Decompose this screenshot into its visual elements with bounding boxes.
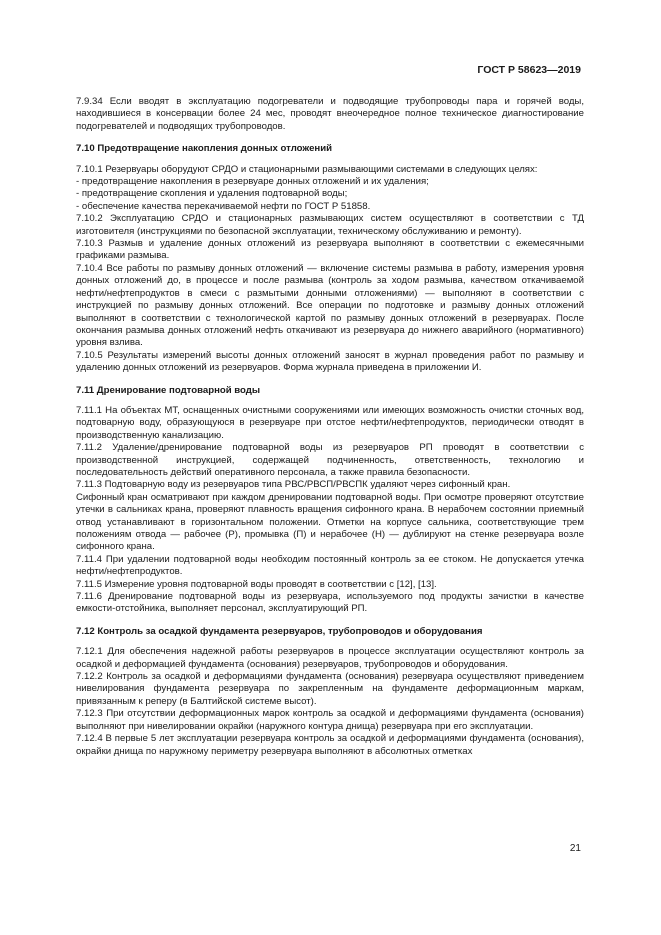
paragraph: 7.11.5 Измерение уровня подтоварной воды проводят в соответствии с [12], [13]. — [76, 578, 437, 590]
paragraph: 7.12.3 При отсутствии деформационных марок контроль за осадкой и деформациями фундамента (основания) выполняют при нивелировании окрайки (наружного контура днища) резервуара при его эксплуатации. — [76, 708, 584, 732]
paragraph: 7.10.4 Все работы по размыву донных отложений — включение системы размыва в работу, измерения уровня донных отложений до, в процессе и после размыва (контроль за ходом размыва, качеством откачиваемой нефти/нефтепродуктов в смеси с размытыми донными отложениями) — выполняют в соответствии с инструкцией по размыву донных отложений. Все операции по подготовке и размыву донных отложений выполняют в соответствии с технологической картой по размыву донных отложений в резервуарах. После окончания размыва донных отложений нефть откачивают из резервуара до нижнего аварийного (нормативного) уровня взлива. — [76, 262, 584, 349]
paragraph: Сифонный кран осматривают при каждом дренировании подтоварной воды. При осмотре проверяют отсутствие утечки в сальниках крана, проверяют плавность вращения сифонного крана. В нерабочем состоянии приемный отвод устанавливают в горизонтальном положении. Отметки на корпусе сальника, соответствующие трем положениям отвода — рабочее (Р), промывка (П) и нерабочее (Н) — дублируют на стенке резервуара возле сифонного крана. — [76, 491, 584, 553]
paragraph: 7.10.3 Размыв и удаление донных отложений из резервуара выполняют в соответствии с ежемесячными графиками размыва. — [76, 238, 584, 262]
document-body — [76, 96, 584, 758]
page-number: 21 — [569, 843, 581, 854]
paragraph: 7.9.34 Если вводят в эксплуатацию подогреватели и подводящие трубопроводы пара и горячей воды, находившиеся в консервации более 24 мес, проводят внеочередное полное техническое диагностирование подогревателей и подводящих трубопроводов. — [76, 96, 584, 132]
paragraph: 7.12.1 Для обеспечения надежной работы резервуаров в процессе эксплуатации осуществляют контроль за осадкой и деформацией фундамента (основания) резервуаров, трубопроводов и оборудования. — [76, 646, 584, 670]
paragraph: 7.12.4 В первые 5 лет эксплуатации резервуара контроль за осадкой и деформациями фундамента (основания), окрайки днища по наружному периметру резервуара выполняют в абсолютных отметках — [76, 733, 584, 757]
paragraph: 7.10.5 Результаты измерений высоты донных отложений заносят в журнал проведения работ по размыву и удалению донных отложений из резервуаров. Форма журнала приведена в приложении И. — [76, 349, 584, 374]
standard-code: ГОСТ Р 58623—2019 — [477, 64, 581, 76]
paragraph: 7.11.2 Удаление/дренирование подтоварной воды из резервуаров РП проводят в соответствии с производственной инструкцией, содержащей подчиненность, ответственность, технологию и последовательность действий оперативного персонала, а также правила безопасности. — [76, 442, 584, 478]
section-heading: 7.10 Предотвращение накопления донных отложений — [76, 143, 333, 155]
paragraph: 7.11.3 Подтоварную воду из резервуаров типа РВС/РВСП/РВСПК удаляют через сифонный кран. — [76, 479, 511, 491]
paragraph: 7.11.6 Дренирование подтоварной воды из резервуара, используемого под продукты зачистки в качестве емкости-отстойника, выполняет персонал, эксплуатирующий РП. — [76, 591, 584, 615]
list-item: - предотвращение скопления и удаления подтоварной воды; — [76, 188, 348, 200]
paragraph: 7.11.1 На объектах МТ, оснащенных очистными сооружениями или имеющих возможность очистки сточных вод, подтоварную воду, образующуюся в резервуаре при отстое нефти/нефтепродуктов, периодически отводят в производственную канализацию. — [76, 404, 584, 441]
paragraph: 7.12.2 Контроль за осадкой и деформациями фундамента (основания) резервуара осуществляют приведением нивелирования фундамента резервуара по закрепленным на фундаменте деформационным маркам, привязанным к реперу (в Балтийской системе высот). — [76, 671, 584, 707]
paragraph: 7.11.4 При удалении подтоварной воды необходим постоянный контроль за ее стоком. Не допускается утечка нефти/нефтепродуктов. — [76, 553, 584, 578]
section-heading: 7.12 Контроль за осадкой фундамента резервуаров, трубопроводов и оборудования — [76, 625, 483, 637]
section-heading: 7.11 Дренирование подтоварной воды — [76, 384, 261, 396]
list-item: - предотвращение накопления в резервуаре донных отложений и их удаления; — [76, 176, 429, 188]
paragraph: 7.10.1 Резервуары оборудуют СРДО и стационарными размывающими системами в следующих целях: — [76, 163, 538, 175]
paragraph: 7.10.2 Эксплуатацию СРДО и стационарных размывающих систем осуществляют в соответствии с ТД изготовителя (инструкциями по безопасной эксплуатации, техническому обслуживанию и ремонту). — [76, 213, 584, 237]
list-item: - обеспечение качества перекачиваемой нефти по ГОСТ Р 51858. — [76, 200, 371, 212]
